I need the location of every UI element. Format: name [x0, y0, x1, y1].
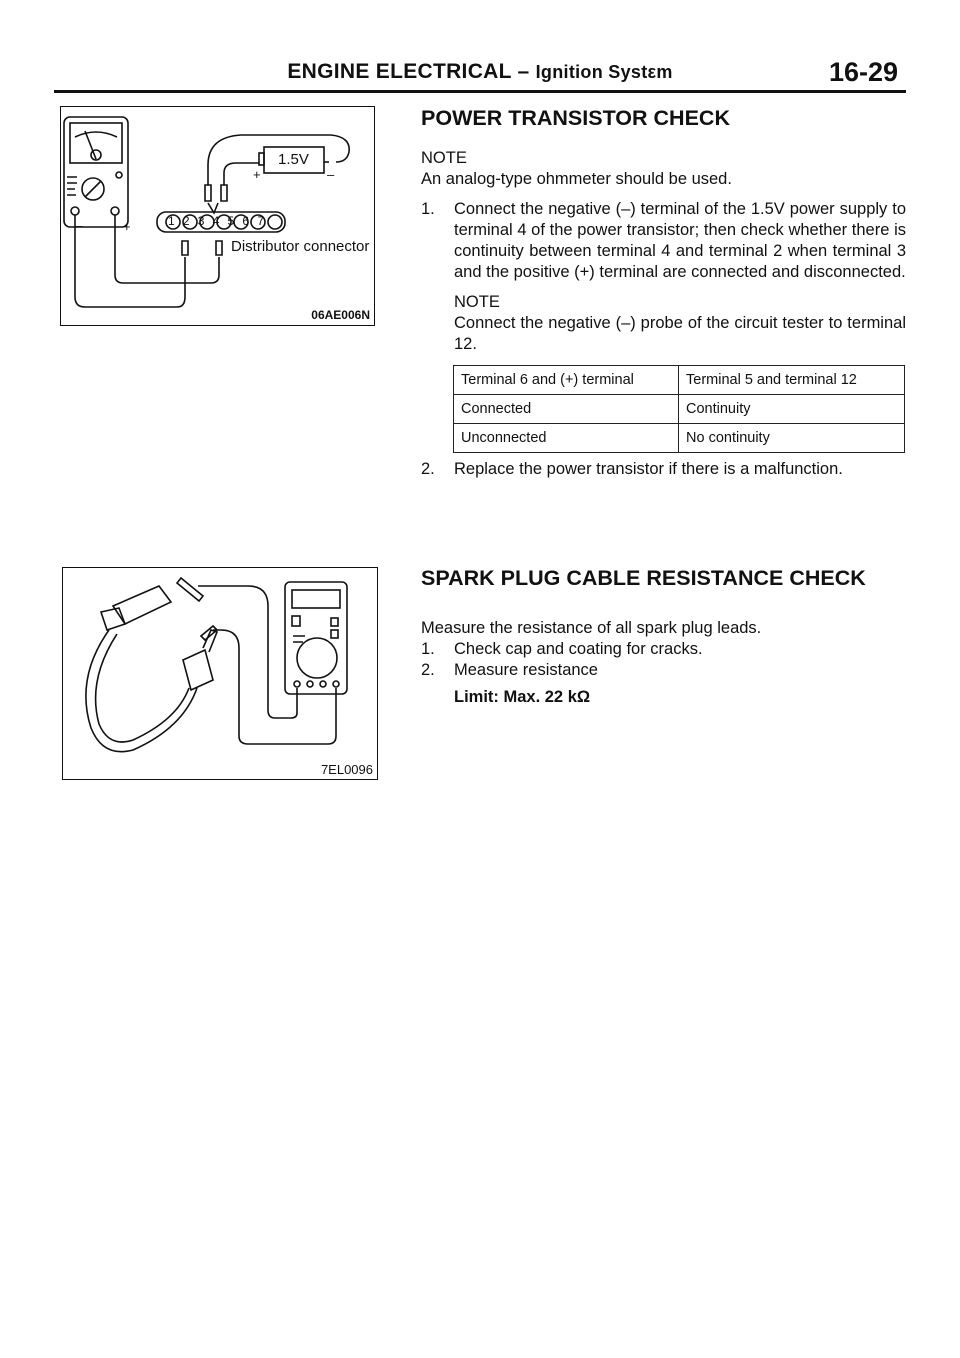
terminal-5: 5 — [227, 214, 243, 228]
note-text: An analog-type ohmmeter should be used. — [421, 170, 732, 188]
table-header-cell: Terminal 5 and terminal 12 — [679, 366, 905, 395]
section-title — [0, 60, 960, 84]
multimeter-dial — [297, 638, 337, 678]
spark-step-1-number: 1. — [421, 640, 435, 658]
distributor-connector-label: Distributor connector — [231, 238, 370, 255]
step-1-text: Connect the negative (–) terminal of the 1.5V power supply to terminal 4 of the power transistor; then check whether there is continuity between terminal 4 and terminal 2 when terminal 3 and the positive (+) terminal are connected and disconnected. — [454, 200, 906, 281]
table-header-cell: Terminal 6 and (+) terminal — [454, 366, 679, 395]
section-title-separator: – — [511, 60, 536, 83]
continuity-table — [453, 365, 905, 453]
ohmmeter-positive-jack — [111, 207, 119, 215]
section-title-sub: Ignition Systεm — [535, 62, 673, 82]
power-transistor-figure — [60, 106, 375, 326]
step-1-number: 1. — [421, 200, 435, 218]
table-cell: Continuity — [679, 395, 905, 424]
battery-voltage-label: 1.5V — [278, 151, 309, 168]
terminal-4: 4 — [212, 214, 228, 228]
header-rule — [54, 90, 906, 93]
spark-step-1 — [421, 639, 906, 660]
probe-clip-top — [177, 578, 203, 601]
table-cell: Unconnected — [454, 424, 679, 453]
terminal-1: 1 — [168, 214, 183, 228]
battery-minus-label: – — [327, 167, 335, 182]
terminal-7: 7 — [257, 214, 273, 228]
power-transistor-section — [421, 106, 906, 480]
power-transistor-heading: POWER TRANSISTOR CHECK — [421, 106, 730, 130]
tester-lead-bottom — [213, 630, 336, 744]
step-2 — [421, 459, 906, 480]
step-2-number: 2. — [421, 460, 435, 478]
note-title: NOTE — [421, 149, 467, 167]
figure-code: 06AE006N — [311, 308, 370, 322]
cable-boot — [183, 650, 213, 690]
tester-lead-top — [198, 586, 297, 718]
meter-plus-label: + — [123, 219, 131, 234]
note-2-text: Connect the negative (–) probe of the circuit tester to terminal 12. — [454, 314, 906, 353]
spark-plug-section — [421, 566, 906, 708]
step-1 — [421, 199, 906, 283]
spark-step-2 — [421, 660, 906, 681]
table-row — [454, 424, 905, 453]
battery-plus-label: + — [253, 167, 261, 182]
meter-minus-label: – — [75, 217, 83, 233]
resistance-limit: Limit: Max. 22 kΩ — [454, 688, 591, 706]
spark-step-2-text: Measure resistance — [454, 661, 598, 679]
table-cell: No continuity — [679, 424, 905, 453]
terminal-3: 3 — [197, 214, 213, 228]
page-header — [0, 0, 960, 96]
spark-plug-cable — [86, 630, 197, 752]
spark-plug-cable-figure — [62, 567, 378, 780]
terminal-2: 2 — [182, 214, 198, 228]
note-2-title: NOTE — [454, 293, 500, 311]
spark-plug-cap — [113, 586, 171, 624]
section-title-main: ENGINE ELECTRICAL — [287, 60, 512, 83]
spark-step-1-text: Check cap and coating for cracks. — [454, 640, 703, 658]
terminal-6: 6 — [242, 214, 258, 228]
spark-step-2-number: 2. — [421, 661, 435, 679]
multimeter-display — [292, 590, 340, 608]
spark-plug-cable-diagram — [63, 568, 377, 779]
ohmmeter-negative-jack — [71, 207, 79, 215]
figure-code: 7EL0096 — [320, 762, 373, 777]
table-row — [454, 395, 905, 424]
page-number: 16-29 — [828, 57, 898, 87]
table-cell: Connected — [454, 395, 679, 424]
spark-plug-intro: Measure the resistance of all spark plug leads. — [421, 619, 762, 637]
spark-plug-heading: SPARK PLUG CABLE RESISTANCE CHECK — [421, 566, 866, 590]
terminal-numbers — [168, 214, 272, 228]
step-2-text: Replace the power transistor if there is a malfunction. — [454, 460, 843, 478]
table-header-row — [454, 366, 905, 395]
